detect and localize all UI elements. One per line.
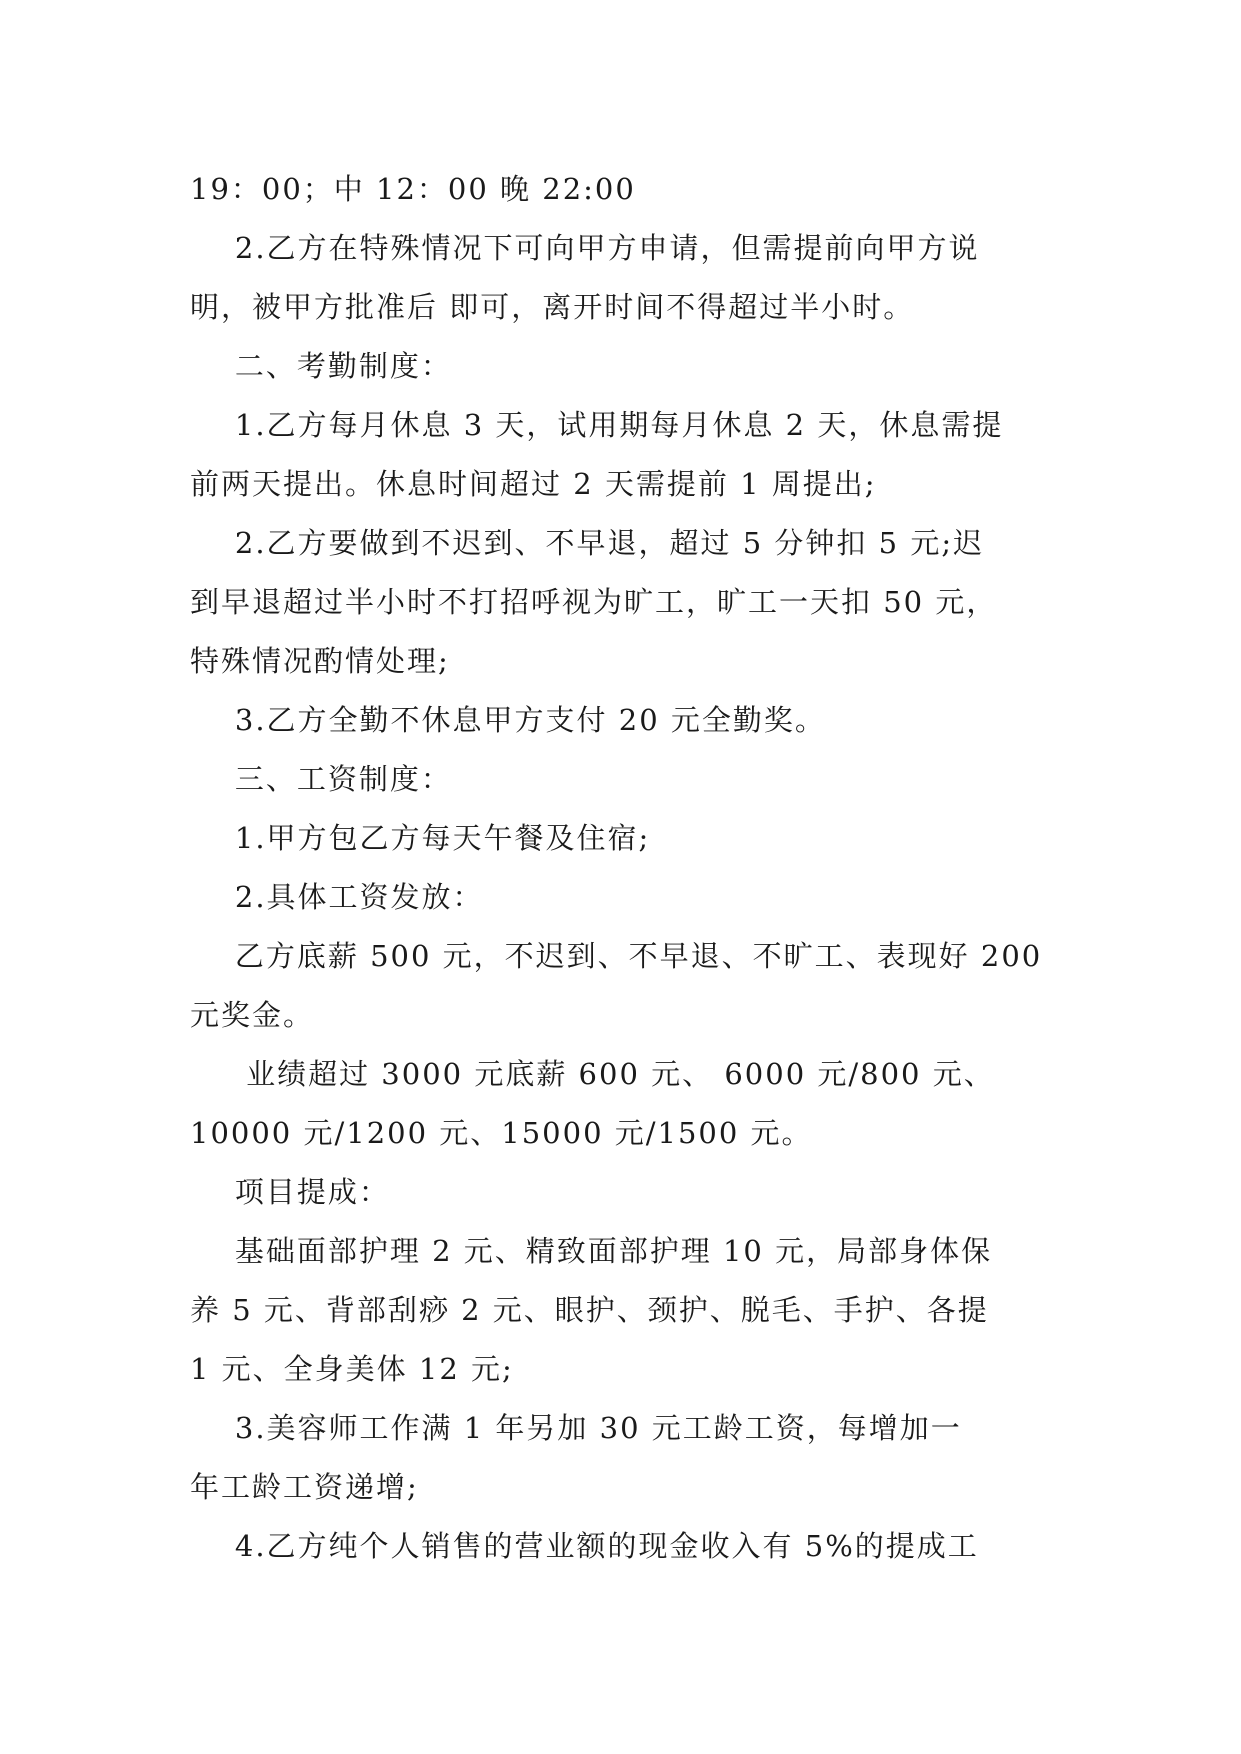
text-line: 乙方底薪 500 元，不迟到、不早退、不旷工、表现好 200 xyxy=(190,939,1043,973)
text-line: 前两天提出。休息时间超过 2 天需提前 1 周提出; xyxy=(190,467,877,501)
text-line: 4.乙方纯个人销售的营业额的现金收入有 5%的提成工 xyxy=(190,1529,979,1563)
text-line: 业绩超过 3000 元底薪 600 元、 6000 元/800 元、 xyxy=(190,1057,995,1091)
text-line: 1.甲方包乙方每天午餐及住宿; xyxy=(190,821,651,855)
text-line: 3.美容师工作满 1 年另加 30 元工龄工资，每增加一 xyxy=(190,1411,962,1445)
text-line: 19：00；中 12：00 晚 22:00 xyxy=(190,172,636,206)
text-line: 1.乙方每月休息 3 天，试用期每月休息 2 天，休息需提 xyxy=(190,408,1004,442)
text-line: 年工龄工资递增; xyxy=(190,1470,419,1504)
text-line: 2.乙方在特殊情况下可向甲方申请，但需提前向甲方说 xyxy=(190,231,980,265)
text-line: 2.乙方要做到不迟到、不早退，超过 5 分钟扣 5 元;迟 xyxy=(190,526,985,560)
text-line: 养 5 元、背部刮痧 2 元、眼护、颈护、脱毛、手护、各提 xyxy=(190,1293,989,1327)
document-body xyxy=(190,160,1060,1576)
text-line: 10000 元/1200 元、15000 元/1500 元。 xyxy=(190,1116,813,1150)
text-line: 3.乙方全勤不休息甲方支付 20 元全勤奖。 xyxy=(190,703,826,737)
text-line: 1 元、全身美体 12 元; xyxy=(190,1352,514,1386)
text-line: 基础面部护理 2 元、精致面部护理 10 元，局部身体保 xyxy=(190,1234,993,1268)
subsection-heading: 项目提成： xyxy=(190,1175,390,1209)
section-heading: 三、工资制度： xyxy=(190,762,452,796)
text-line: 明，被甲方批准后 即可，离开时间不得超过半小时。 xyxy=(190,290,915,324)
text-line: 特殊情况酌情处理; xyxy=(190,644,450,678)
section-heading: 二、考勤制度： xyxy=(190,349,452,383)
text-line: 2.具体工资发放： xyxy=(190,880,484,914)
text-line: 元奖金。 xyxy=(190,998,315,1032)
text-line: 到早退超过半小时不打招呼视为旷工，旷工一天扣 50 元， xyxy=(190,585,998,619)
